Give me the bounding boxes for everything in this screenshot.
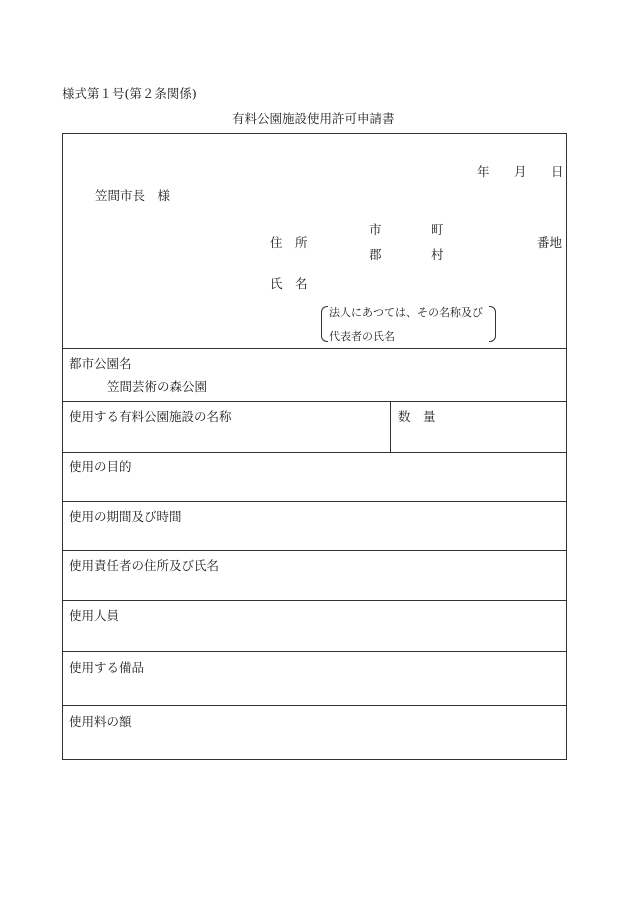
name-label: 氏 名 [270,276,308,291]
divider [63,348,566,349]
divider [63,705,566,706]
form-number: 様式第１号(第２条関係) [62,86,197,101]
equipment-label: 使用する備品 [69,660,145,675]
facility-name-label: 使用する有料公園施設の名称 [69,409,232,424]
corporation-note-line2: 代表者の氏名 [329,330,395,343]
city-label: 市 [369,222,382,237]
divider [63,501,566,502]
divider [63,452,566,453]
village-label: 村 [431,247,444,262]
fee-label: 使用料の額 [69,714,132,729]
application-form-table [62,133,567,760]
date-day: 日 [551,164,564,179]
divider [63,651,566,652]
address-label: 住 所 [270,235,308,250]
bracket-right [489,306,496,342]
divider [63,550,566,551]
bracket-left [321,306,328,342]
quantity-label: 数 量 [398,409,436,424]
corporation-note-line1: 法人にあつては、その名称及び [329,306,483,319]
county-label: 郡 [369,247,382,262]
divider [390,401,391,452]
date-month: 月 [514,164,527,179]
people-label: 使用人員 [69,608,120,623]
form-title: 有料公園施設使用許可申請書 [232,111,395,126]
park-name-value: 笠間芸術の森公園 [107,379,208,394]
park-name-label: 都市公園名 [69,356,132,371]
date-year: 年 [477,164,490,179]
purpose-label: 使用の目的 [69,459,132,474]
period-label: 使用の期間及び時間 [69,509,182,524]
responsible-label: 使用責任者の住所及び氏名 [69,558,220,573]
addressee: 笠間市長 様 [95,188,171,203]
town-label: 町 [431,222,444,237]
divider [63,600,566,601]
divider [63,401,566,402]
banchi-label: 番地 [537,235,563,250]
